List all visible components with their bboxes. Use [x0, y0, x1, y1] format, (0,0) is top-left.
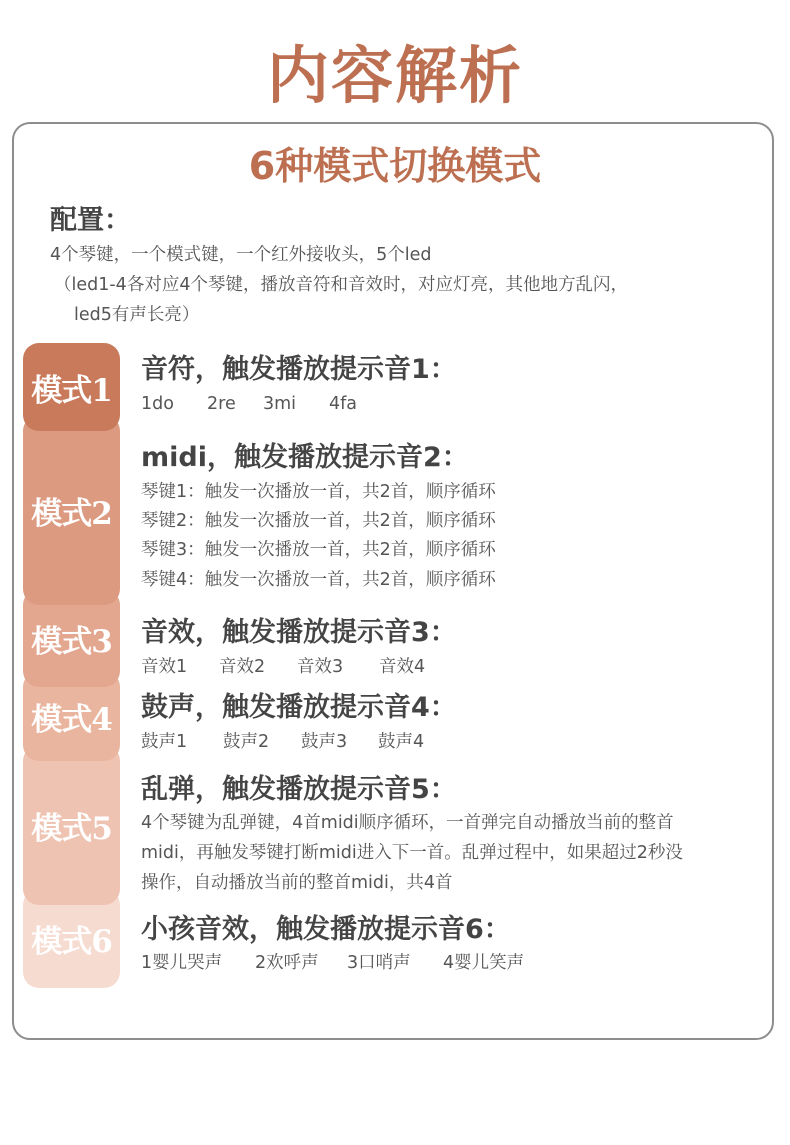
mode-tab-6: 模式6: [23, 889, 120, 988]
mode-4-item: 鼓声2: [223, 732, 270, 752]
mode-1-items: [141, 389, 357, 419]
card-subtitle: 6种模式切换模式: [248, 144, 542, 188]
mode-tab-4: 模式4: [23, 671, 120, 761]
mode-4-items: [141, 727, 424, 757]
mode-6-items: [141, 948, 524, 978]
mode-4-item: 鼓声1: [141, 732, 188, 752]
mode-1-item: 3mi: [263, 394, 297, 414]
mode-tab-2: 模式2: [23, 415, 120, 605]
mode-2-line: 琴键1：触发一次播放一首，共2首，顺序循环: [141, 482, 496, 502]
mode-tab-1: 模式1: [23, 343, 120, 431]
mode-5-heading: 乱弹，触发播放提示音5：: [141, 774, 457, 805]
page-title: 内容解析: [266, 39, 523, 112]
mode-2-line: 琴键2：触发一次播放一首，共2首，顺序循环: [141, 511, 496, 531]
mode-4-heading: 鼓声，触发播放提示音4：: [141, 692, 457, 723]
mode-tab-3: 模式3: [23, 589, 120, 687]
mode-3-item: 音效4: [379, 657, 426, 677]
mode-3-items: [141, 652, 425, 682]
mode-4-item: 鼓声3: [301, 732, 348, 752]
mode-1-item: 1do: [141, 394, 174, 414]
mode-3-item: 音效3: [297, 657, 344, 677]
mode-tab-strip: [23, 343, 120, 988]
mode-2-line: 琴键3：触发一次播放一首，共2首，顺序循环: [141, 540, 496, 560]
mode-5-line: 4个琴键为乱弹键，4首midi顺序循环，一首弹完自动播放当前的整首: [141, 813, 674, 833]
config-line-1: 4个琴键，一个模式键，一个红外接收头，5个led: [50, 245, 432, 265]
mode-6-item: 1婴儿哭声: [141, 953, 223, 973]
mode-1-item: 4fa: [329, 394, 358, 414]
mode-1-heading: 音符，触发播放提示音1：: [141, 354, 457, 385]
mode-5-line: 操作，自动播放当前的整首midi，共4首: [141, 873, 453, 893]
mode-3-heading: 音效，触发播放提示音3：: [141, 617, 457, 648]
mode-tab-5: 模式5: [23, 745, 120, 905]
mode-6-item: 2欢呼声: [255, 953, 319, 973]
mode-3-item: 音效1: [141, 657, 188, 677]
mode-1-item: 2re: [207, 394, 236, 414]
mode-6-item: 4婴儿笑声: [443, 953, 525, 973]
mode-5-line: midi，再触发琴键打断midi进入下一首。乱弹过程中，如果超过2秒没: [141, 843, 683, 863]
mode-3-item: 音效2: [219, 657, 266, 677]
config-heading: 配置：: [50, 205, 131, 236]
config-line-2: （led1-4各对应4个琴键，播放音符和音效时，对应灯亮，其他地方乱闪，: [54, 275, 628, 295]
mode-2-heading: midi，触发播放提示音2：: [141, 442, 469, 473]
mode-2-line: 琴键4：触发一次播放一首，共2首，顺序循环: [141, 570, 496, 590]
config-line-3: led5有声长亮）: [74, 305, 200, 325]
mode-6-heading: 小孩音效，触发播放提示音6：: [141, 914, 511, 945]
mode-6-item: 3口哨声: [347, 953, 411, 973]
mode-4-item: 鼓声4: [378, 732, 425, 752]
